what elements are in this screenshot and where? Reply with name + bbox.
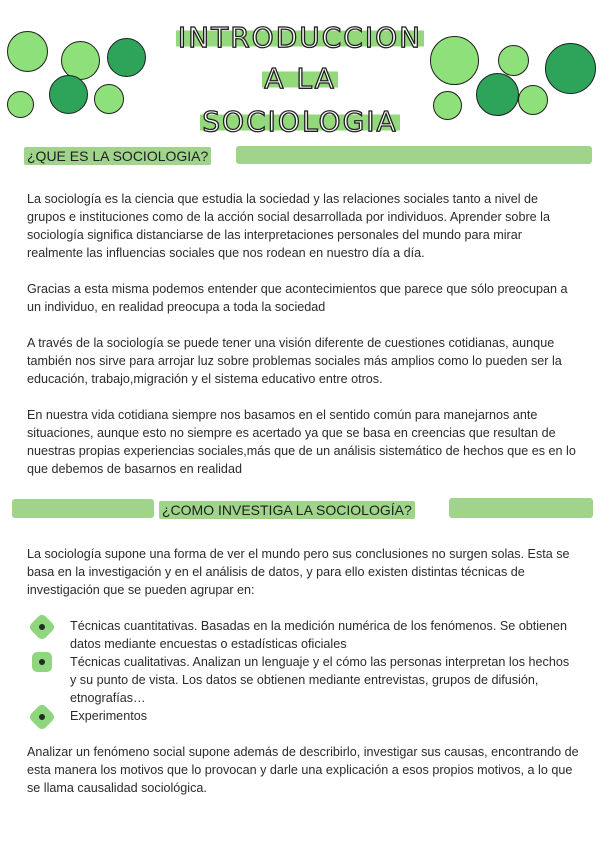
paragraph: La sociología supone una forma de ver el mundo pero sus conclusiones no surgen solas. Esta se basa en la investigación y en el análisis de datos, y para ello existen distintas técnicas de investigación que se pueden agrupar en: <box>27 547 570 597</box>
title-line-3: SOCIOLOGIA <box>202 105 398 138</box>
page-title <box>0 62 600 95</box>
page-title <box>0 21 600 54</box>
list-item: Experimentos <box>70 709 147 723</box>
square-bullet-icon <box>32 652 52 672</box>
page-title <box>0 105 600 138</box>
list-item: Técnicas cualitativas. Analizan un lenguaje y el cómo las personas interpretan los hechos y su punto de vista. Los datos se obtienen mediante entrevistas, grupos de difusión, etnografías… <box>70 655 570 705</box>
heading-highlight-bar <box>236 146 592 164</box>
section-heading: ¿QUE ES LA SOCIOLOGIA? <box>24 147 211 165</box>
paragraph: Gracias a esta misma podemos entender que acontecimientos que parece que sólo preocupan a un individuo, en realidad preocupa a toda la sociedad <box>27 282 568 314</box>
paragraph: Analizar un fenómeno social supone además de describirlo, investigar sus causas, encontrando de esta manera los motivos que lo provocan y darle una explicación a esos propios motivos, a lo que se llama causalidad sociológica. <box>27 745 579 795</box>
diamond-bullet-icon <box>28 703 56 731</box>
diamond-bullet-icon <box>28 613 56 641</box>
paragraph: A través de la sociología se puede tener una visión diferente de cuestiones cotidianas, aunque también nos sirve para arrojar luz sobre problemas sociales más amplios como lo pueden ser la educación, trabajo,migración y el sistema educativo entre otros. <box>27 336 562 386</box>
title-line-1: INTRODUCCION <box>177 21 423 54</box>
section-heading: ¿COMO INVESTIGA LA SOCIOLOGÍA? <box>159 501 415 519</box>
heading-highlight-bar <box>12 499 154 518</box>
list-item: Técnicas cuantitativas. Basadas en la medición numérica de los fenómenos. Se obtienen datos mediante encuestas o estadísticas oficiales <box>70 619 568 651</box>
paragraph: En nuestra vida cotidiana siempre nos basamos en el sentido común para manejarnos ante situaciones, aunque esto no siempre es acertado ya que se basa en creencias que resultan de nuestras propias experiencias sociales,más que de un análisis sistemático de hechos que es en lo que debemos de basarnos en realidad <box>27 408 576 476</box>
paragraph: La sociología es la ciencia que estudia la sociedad y las relaciones sociales tanto a nivel de grupos e instituciones como de la acción social desarrollada por individuos. Aprender sobre la sociología significa distanciarse de las interpretaciones personales del mundo para mirar realmente las influencias sociales que nos rodean en nuestro día a día. <box>27 192 550 260</box>
title-line-2: A LA <box>264 62 336 95</box>
heading-highlight-bar <box>449 498 593 518</box>
